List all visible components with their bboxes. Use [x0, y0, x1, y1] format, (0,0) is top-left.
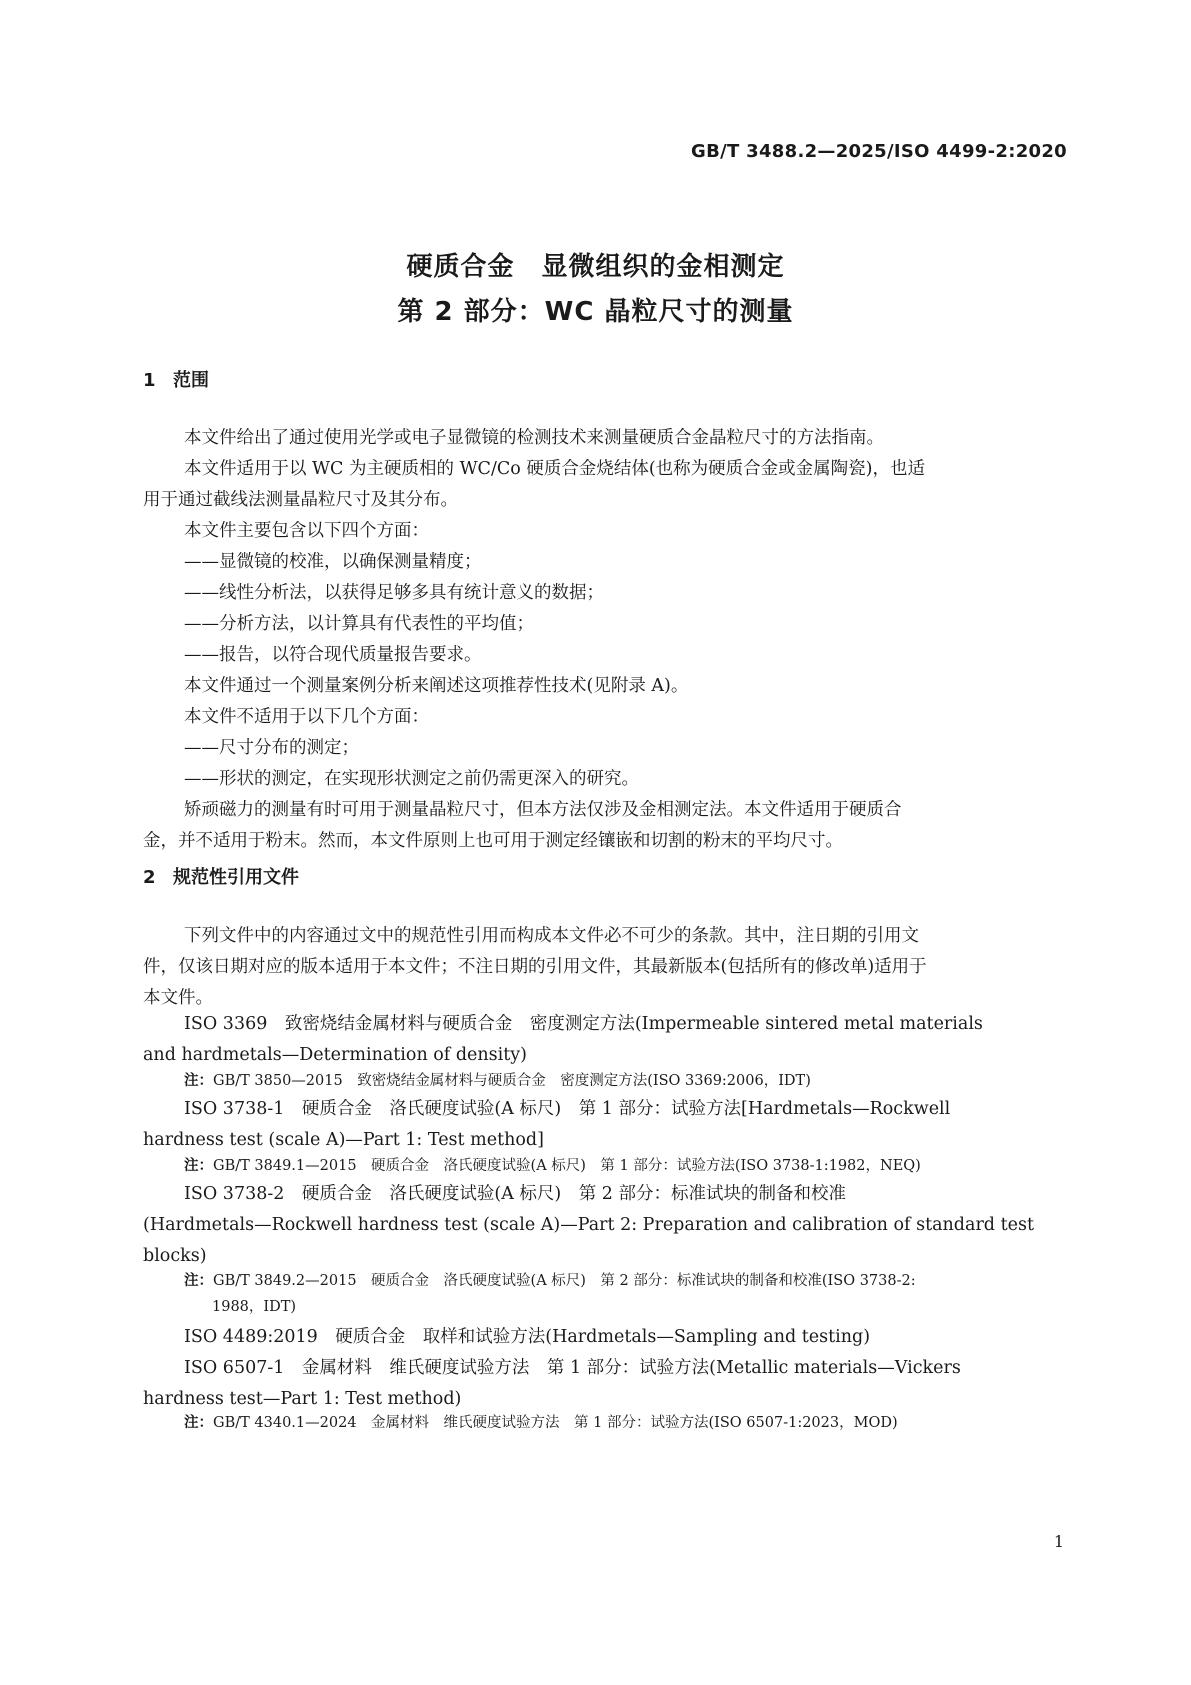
- reference-line: ISO 3738-2 硬质合金 洛氏硬度试验(A 标尺) 第 2 部分：标准试块的制备和校准: [184, 1184, 847, 1204]
- reference-line: ISO 6507-1 金属材料 维氏硬度试验方法 第 1 部分：试验方法(Metallic materials—Vickers: [184, 1358, 961, 1378]
- reference-line: blocks): [143, 1246, 207, 1266]
- document-title-line2: 第 2 部分：WC 晶粒尺寸的测量: [397, 297, 794, 327]
- reference-note: [184, 1153, 1064, 1179]
- section-2-title: 规范性引用文件: [173, 867, 299, 888]
- section-1-number: 1: [143, 370, 156, 391]
- section-2-heading: [143, 863, 299, 889]
- reference-line: hardness test—Part 1: Test method): [143, 1389, 462, 1409]
- reference-line: (Hardmetals—Rockwell hardness test (scale A)—Part 2: Preparation and calibration of standard test: [143, 1215, 1034, 1235]
- note-label: 注：: [184, 1073, 213, 1089]
- paragraph: 矫顽磁力的测量有时可用于测量晶粒尺寸，但本方法仅涉及金相测定法。本文件适用于硬质合: [184, 800, 902, 820]
- section-1-heading: [143, 366, 209, 392]
- note-text: GB/T 3849.1—2015 硬质合金 洛氏硬度试验(A 标尺) 第 1 部分：试验方法(ISO 3738-1:1982，NEQ): [213, 1158, 921, 1174]
- paragraph: 下列文件中的内容通过文中的规范性引用而构成本文件必不可少的条款。其中，注日期的引用文: [184, 926, 919, 946]
- reference-note: [184, 1068, 1064, 1094]
- reference-entry: [143, 1094, 1061, 1156]
- standard-code: GB/T 3488.2—2025/ISO 4499-2:2020: [691, 141, 1067, 162]
- section-2-intro: [143, 921, 1061, 1014]
- reference-note: [184, 1410, 1064, 1436]
- note-text: GB/T 3850—2015 致密烧结金属材料与硬质合金 密度测定方法(ISO 3369:2006，IDT): [213, 1073, 811, 1089]
- paragraph-continuation: 本文件。: [143, 988, 213, 1008]
- paragraph: 本文件适用于以 WC 为主硬质相的 WC/Co 硬质合金烧结体(也称为硬质合金或金属陶瓷)，也适: [184, 459, 925, 479]
- note-text: GB/T 3849.2—2015 硬质合金 洛氏硬度试验(A 标尺) 第 2 部分：标准试块的制备和校准(ISO 3738-2:: [213, 1273, 916, 1289]
- list-item: ——线性分析法，以获得足够多具有统计意义的数据；: [184, 583, 604, 603]
- paragraph-continuation: 金，并不适用于粉末。然而，本文件原则上也可用于测定经镶嵌和切割的粉末的平均尺寸。: [143, 831, 843, 851]
- note-label: 注：: [184, 1415, 213, 1431]
- section-1-title: 范围: [173, 370, 209, 391]
- section-2-number: 2: [143, 867, 156, 888]
- paragraph-continuation: 用于通过截线法测量晶粒尺寸及其分布。: [143, 490, 458, 510]
- list-item: ——尺寸分布的测定；: [184, 738, 359, 758]
- reference-line: ISO 3369 致密烧结金属材料与硬质合金 密度测定方法(Impermeable sintered metal materials: [184, 1014, 983, 1034]
- paragraph-continuation: 件，仅该日期对应的版本适用于本文件；不注日期的引用文件，其最新版本(包括所有的修改单)适用于: [143, 957, 927, 977]
- paragraph: 本文件主要包含以下四个方面：: [184, 521, 429, 541]
- list-item: ——形状的测定，在实现形状测定之前仍需更深入的研究。: [184, 769, 639, 789]
- reference-line: ISO 3738-1 硬质合金 洛氏硬度试验(A 标尺) 第 1 部分：试验方法[Hardmetals—Rockwell: [184, 1099, 951, 1119]
- reference-entry: [143, 1353, 1061, 1415]
- reference-entry: [143, 1179, 1061, 1272]
- paragraph: 本文件不适用于以下几个方面：: [184, 707, 429, 727]
- list-item: ——报告，以符合现代质量报告要求。: [184, 645, 482, 665]
- list-item: ——显微镜的校准，以确保测量精度；: [184, 552, 482, 572]
- page-number: 1: [1053, 1532, 1064, 1551]
- list-item: ——分析方法，以计算具有代表性的平均值；: [184, 614, 534, 634]
- section-1-body: [143, 423, 1061, 857]
- reference-entry: [143, 1322, 1061, 1353]
- paragraph: 本文件通过一个测量案例分析来阐述这项推荐性技术(见附录 A)。: [184, 676, 689, 696]
- reference-entry: [143, 1009, 1061, 1071]
- note-label: 注：: [184, 1273, 213, 1289]
- note-text: GB/T 4340.1—2024 金属材料 维氏硬度试验方法 第 1 部分：试验方法(ISO 6507-1:2023，MOD): [213, 1415, 898, 1431]
- document-title-line1: 硬质合金 显微组织的金相测定: [406, 252, 785, 282]
- reference-note: [184, 1268, 1064, 1320]
- reference-line: hardness test (scale A)—Part 1: Test method]: [143, 1130, 544, 1150]
- reference-line: and hardmetals—Determination of density): [143, 1045, 528, 1065]
- note-label: 注：: [184, 1158, 213, 1174]
- paragraph: 本文件给出了通过使用光学或电子显微镜的检测技术来测量硬质合金晶粒尺寸的方法指南。: [184, 428, 884, 448]
- note-text-continuation: 1988，IDT): [212, 1299, 297, 1315]
- reference-line: ISO 4489:2019 硬质合金 取样和试验方法(Hardmetals—Sampling and testing): [184, 1327, 871, 1347]
